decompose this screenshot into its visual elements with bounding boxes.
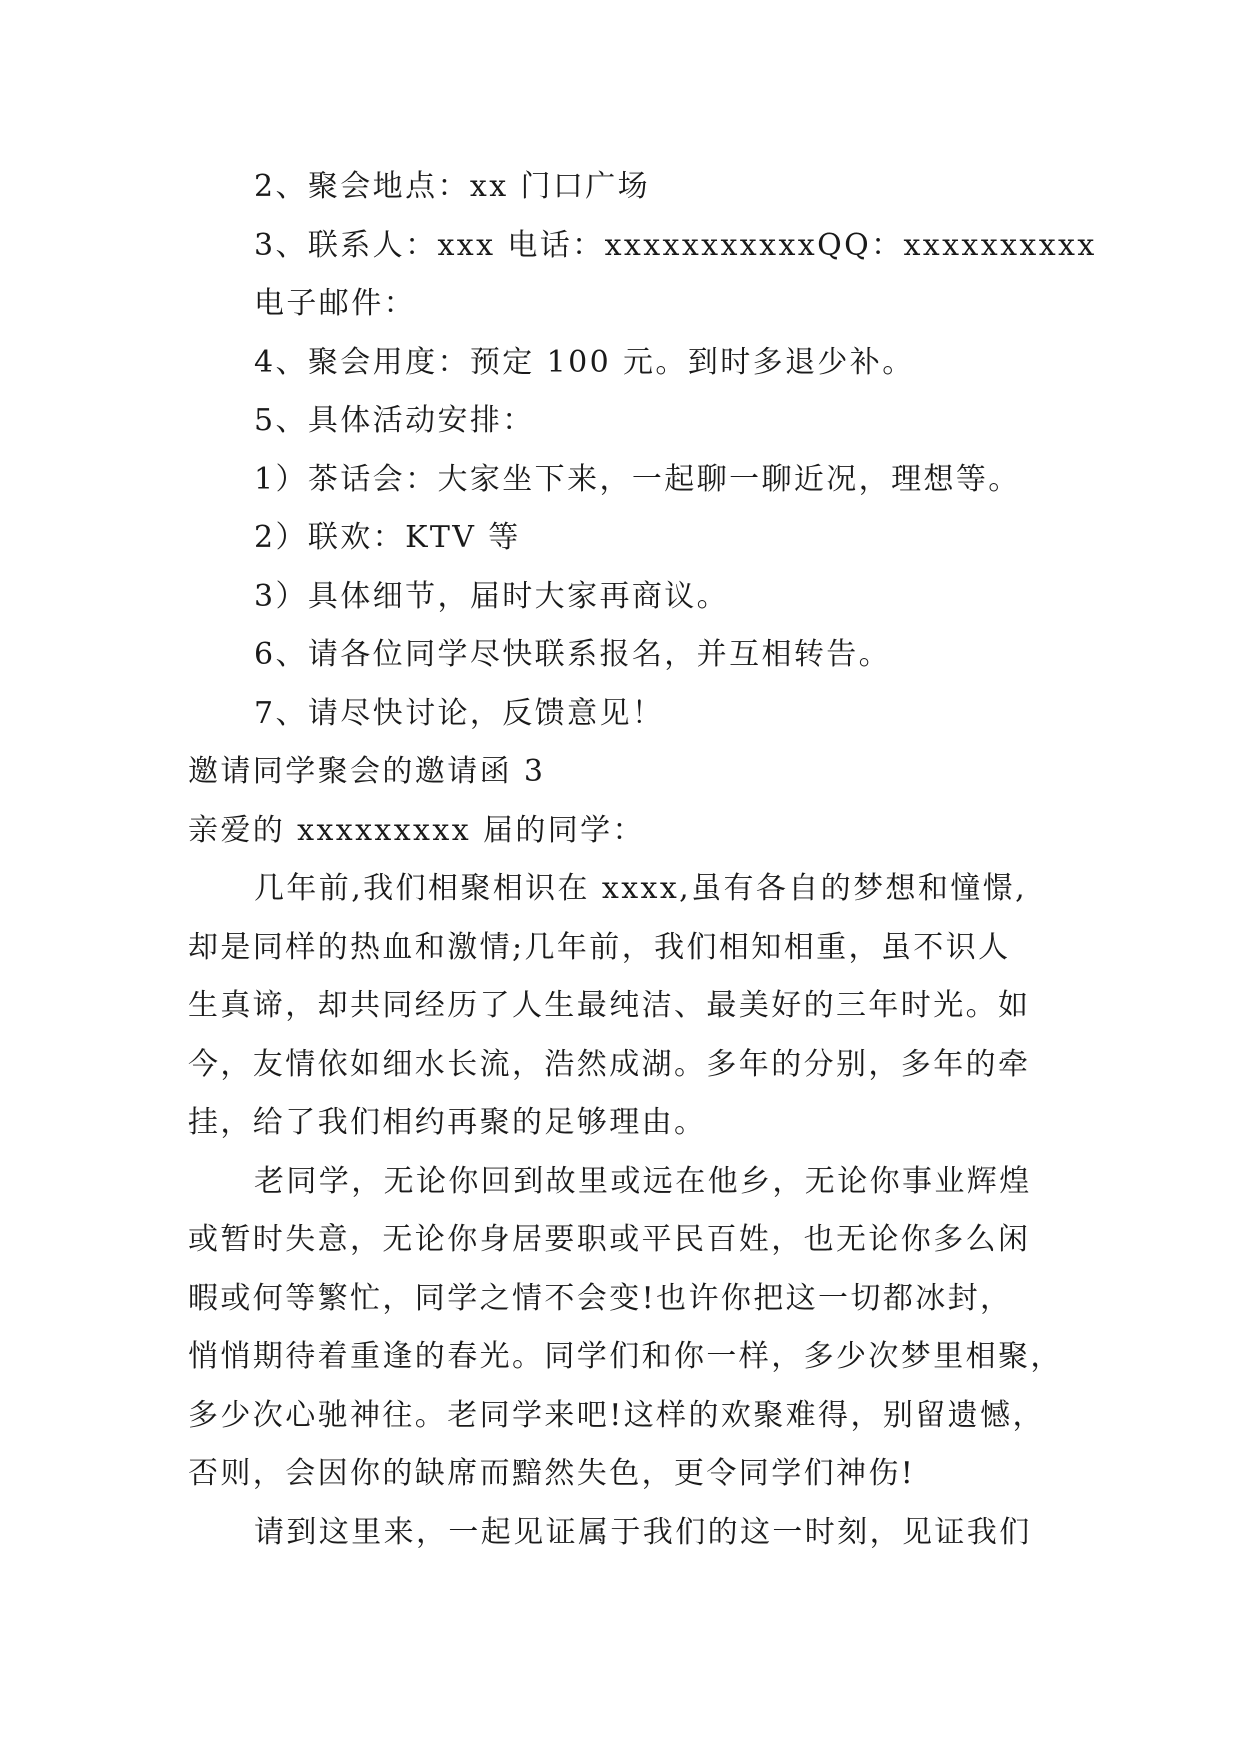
list-item-tea-party: 1）茶话会：大家坐下来，一起聊一聊近况，理想等。 bbox=[254, 461, 1021, 497]
paragraph-line: 悄悄期待着重逢的春光。同学们和你一样，多少次梦里相聚， bbox=[188, 1339, 1063, 1374]
list-item-register: 6、请各位同学尽快联系报名，并互相转告。 bbox=[254, 637, 892, 672]
paragraph-line: 生真谛，却共同经历了人生最纯洁、最美好的三年时光。如 bbox=[188, 988, 1031, 1023]
list-item-email: 电子邮件： bbox=[254, 286, 416, 321]
paragraph-3 bbox=[188, 1504, 1068, 1563]
list-item-budget: 4、聚会用度：预定 100 元。到时多退少补。 bbox=[254, 344, 915, 380]
list-item-ktv: 2）联欢：KTV 等 bbox=[254, 520, 521, 555]
salutation: 亲爱的 xxxxxxxxx 届的同学： bbox=[188, 812, 645, 848]
section-title: 邀请同学聚会的邀请函 3 bbox=[188, 754, 546, 789]
paragraph-line: 请到这里来，一起见证属于我们的这一时刻，见证我们 bbox=[254, 1514, 1032, 1550]
paragraph-line: 暇或何等繁忙，同学之情不会变!也许你把这一切都冰封， bbox=[188, 1280, 1013, 1316]
paragraph-line: 或暂时失意，无论你身居要职或平民百姓，也无论你多么闲 bbox=[188, 1222, 1031, 1257]
paragraph-line: 却是同样的热血和激情;几年前，我们相知相重，虽不识人 bbox=[188, 929, 1011, 965]
list-item-details: 3）具体细节，届时大家再商议。 bbox=[254, 578, 730, 614]
paragraph-line: 老同学，无论你回到故里或远在他乡，无论你事业辉煌 bbox=[254, 1163, 1032, 1199]
paragraph-line: 否则，会因你的缺席而黯然失色，更令同学们神伤! bbox=[188, 1456, 916, 1491]
document-body bbox=[188, 158, 1097, 1562]
list-item-venue: 2、聚会地点：xx 门口广场 bbox=[254, 169, 651, 204]
list-item-contact: 3、联系人：xxx 电话：xxxxxxxxxxxQQ：xxxxxxxxxx bbox=[254, 227, 1097, 263]
paragraph-line: 多少次心驰神往。老同学来吧!这样的欢聚难得，别留遗憾， bbox=[188, 1397, 1045, 1433]
paragraph-line: 今，友情依如细水长流，浩然成湖。多年的分别，多年的牵 bbox=[188, 1046, 1031, 1082]
paragraph-2 bbox=[188, 1153, 1068, 1504]
paragraph-line: 几年前,我们相聚相识在 xxxx,虽有各自的梦想和憧憬, bbox=[254, 871, 1028, 906]
paragraph-line: 挂，给了我们相约再聚的足够理由。 bbox=[188, 1105, 707, 1140]
list-item-feedback: 7、请尽快讨论，反馈意见！ bbox=[254, 695, 665, 731]
paragraph-1 bbox=[188, 860, 1068, 1153]
list-item-activities: 5、具体活动安排： bbox=[254, 403, 535, 438]
